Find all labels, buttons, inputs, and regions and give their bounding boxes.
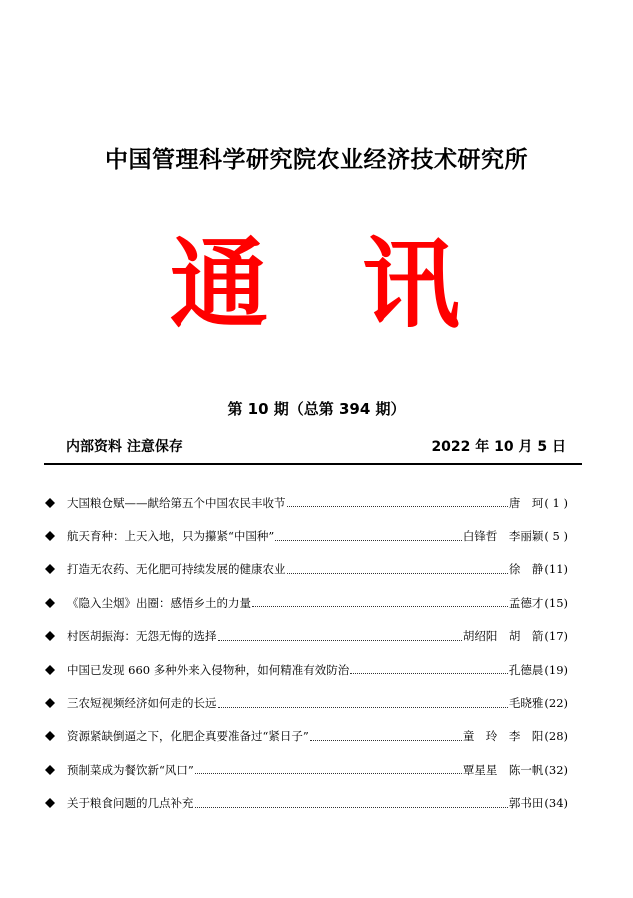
diamond-bullet-icon — [45, 531, 55, 541]
toc-title: 大国粮仓赋——献给第五个中国农民丰收节 — [67, 495, 286, 510]
toc-item[interactable] — [44, 553, 568, 586]
meta-line — [66, 436, 566, 456]
toc-title: 打造无农药、无化肥可持续发展的健康农业 — [67, 562, 286, 577]
leader-dots — [287, 492, 508, 507]
masthead — [0, 225, 633, 345]
leader-dots — [195, 759, 462, 774]
diamond-bullet-icon — [45, 698, 55, 708]
diamond-bullet-icon — [45, 564, 55, 574]
classification-label: 内部资料 注意保存 — [66, 439, 183, 455]
toc-page: ( 5 ) — [544, 529, 568, 544]
toc-item[interactable] — [44, 486, 568, 519]
toc-page: (34) — [544, 796, 568, 811]
organization-title: 中国管理科学研究院农业经济技术研究所 — [105, 147, 528, 173]
toc-author: 毛晓雅 — [508, 696, 544, 711]
diamond-bullet-icon — [45, 665, 55, 675]
masthead-char-1: 通 — [170, 227, 269, 342]
diamond-bullet-icon — [45, 598, 55, 608]
toc-item[interactable] — [44, 586, 568, 619]
diamond-bullet-icon — [45, 631, 55, 641]
toc-page: (17) — [544, 629, 568, 644]
toc-item[interactable] — [44, 519, 568, 552]
leader-dots — [218, 626, 462, 641]
toc-item[interactable] — [44, 653, 568, 686]
toc-title: 《隐入尘烟》出圈：感悟乡土的力量 — [67, 595, 251, 610]
publish-date: 2022 年 10 月 5 日 — [431, 439, 566, 455]
toc-author: 白锋哲 李丽颖 — [462, 529, 544, 544]
toc-title: 村医胡振海：无怨无悔的选择 — [67, 629, 217, 644]
toc-title: 中国已发现 660 多种外来入侵物种，如何精准有效防治 — [67, 662, 350, 677]
toc-title: 预制菜成为餐饮新“风口” — [67, 762, 194, 777]
toc-page: (11) — [544, 562, 568, 577]
toc-item[interactable] — [44, 720, 568, 753]
toc-title: 关于粮食问题的几点补充 — [67, 796, 194, 811]
toc-author: 胡绍阳 胡 箭 — [462, 629, 544, 644]
toc-item[interactable] — [44, 620, 568, 653]
leader-dots — [252, 592, 508, 607]
toc-author: 覃星星 陈一帆 — [462, 762, 544, 777]
table-of-contents — [44, 486, 568, 820]
toc-page: (19) — [544, 662, 568, 677]
toc-title: 航天育种：上天入地，只为攥紧“中国种” — [67, 529, 275, 544]
toc-author: 童 玲 李 阳 — [462, 729, 544, 744]
header-divider — [44, 463, 582, 465]
leader-dots — [218, 693, 508, 708]
toc-title: 三农短视频经济如何走的长远 — [67, 696, 217, 711]
toc-author: 郭书田 — [508, 796, 544, 811]
toc-item[interactable] — [44, 686, 568, 719]
diamond-bullet-icon — [45, 765, 55, 775]
toc-page: (22) — [544, 696, 568, 711]
leader-dots — [287, 559, 508, 574]
leader-dots — [350, 659, 508, 674]
toc-author: 孔德晨 — [508, 662, 544, 677]
leader-dots — [195, 793, 508, 808]
toc-author: 孟德才 — [508, 595, 544, 610]
toc-page: (28) — [544, 729, 568, 744]
toc-page: (15) — [544, 595, 568, 610]
leader-dots — [275, 526, 462, 541]
diamond-bullet-icon — [45, 798, 55, 808]
toc-item[interactable] — [44, 753, 568, 786]
diamond-bullet-icon — [45, 731, 55, 741]
diamond-bullet-icon — [45, 498, 55, 508]
leader-dots — [310, 726, 462, 741]
toc-author: 徐 静 — [508, 562, 544, 577]
masthead-char-2: 讯 — [362, 227, 461, 342]
toc-page: (32) — [544, 762, 568, 777]
toc-item[interactable] — [44, 787, 568, 820]
toc-page: ( 1 ) — [544, 495, 568, 510]
issue-number: 第 10 期（总第 394 期） — [227, 400, 406, 418]
toc-title: 资源紧缺倒逼之下，化肥企真要准备过“紧日子” — [67, 729, 309, 744]
toc-author: 唐 珂 — [508, 495, 544, 510]
